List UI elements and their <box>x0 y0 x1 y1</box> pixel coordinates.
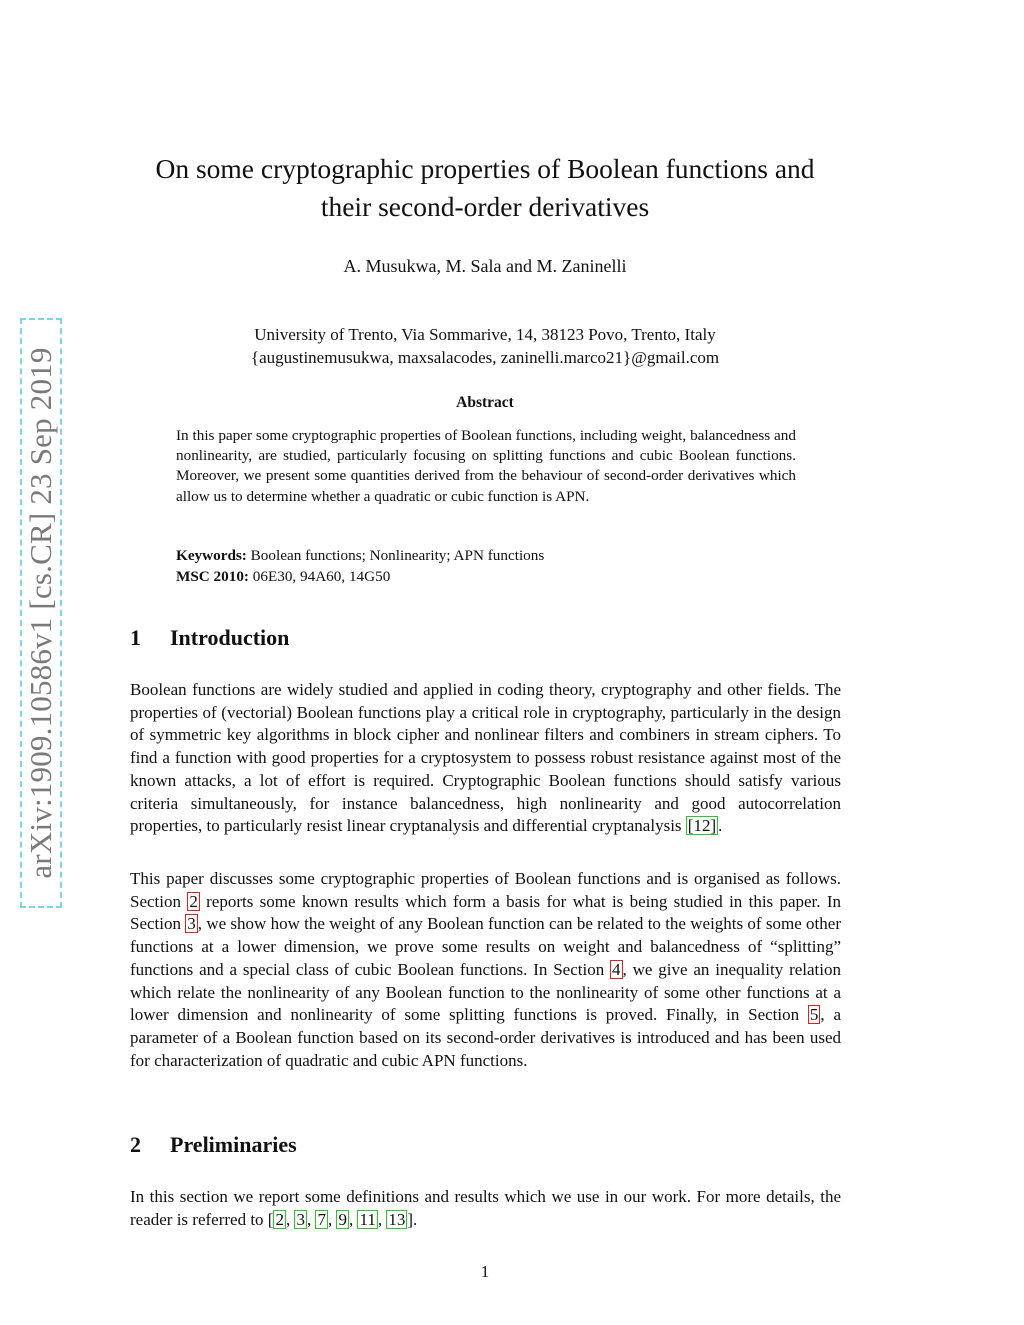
keywords-label: Keywords: <box>176 547 247 564</box>
msc-value: 06E30, 94A60, 14G50 <box>252 567 391 585</box>
section-heading-introduction <box>130 625 289 651</box>
citation-link[interactable]: 13 <box>388 1209 406 1229</box>
section-ref-link[interactable]: 5 <box>809 1005 819 1025</box>
citation-link[interactable]: 2 <box>275 1209 284 1229</box>
intro-paragraph-2 <box>130 868 841 1072</box>
paragraph-text: This paper discusses some cryptographic properties of Boolean functions and is organised as follows. Section <box>130 869 841 911</box>
section-ref-link[interactable]: 3 <box>187 914 196 934</box>
citation-link[interactable]: 11 <box>359 1209 376 1229</box>
paragraph-text: ]. <box>407 1209 418 1229</box>
affiliation-block <box>110 323 860 369</box>
title-line-2: their second-order derivatives <box>320 191 650 222</box>
preliminaries-paragraph-1: In this section we report some definitions and results which we use in our work. For more details, the reader is referred to [ 2 , 3 , 7 , 9 , 11 , 13 ]. <box>130 1187 841 1229</box>
affiliation: University of Trento, Via Sommarive, 14, 38123 Povo, Trento, Italy <box>254 325 716 344</box>
citation-link[interactable]: 3 <box>296 1209 305 1229</box>
emails: {augustinemusukwa, maxsalacodes, zaninelli.marco21}@gmail.com <box>250 348 720 367</box>
paragraph-text: Boolean functions are widely studied and applied in coding theory, cryptography and other fields. The properties of (vectorial) Boolean functions play a critical role in cryptography, particularly in the design of symmetric key algorithms in block cipher and nonlinear filters and combiners in stream ciphers. To find a function with good properties for a cryptosystem to possess robust resistance against most of the known attacks, a lot of effort is required. Cryptographic Boolean functions should satisfy various criteria simultaneously, for instance balancedness, high nonlinearity and good autocorrelation properties, to particularly resist linear cryptanalysis and differential cryptanalysis <box>130 680 841 836</box>
section-ref-link[interactable]: 2 <box>189 891 198 911</box>
section-title: Preliminaries <box>170 1132 297 1157</box>
arxiv-identifier-stamp[interactable] <box>20 318 62 908</box>
keywords-value: Boolean functions; Nonlinearity; APN functions <box>250 547 545 564</box>
section-title: Introduction <box>170 625 290 650</box>
keywords-block <box>176 546 796 587</box>
paragraph-text: , we give an inequality relation which relate the nonlinearity of any Boolean function to the nonlinearity of some other functions at a lower dimension and nonlinearity of some splitting functions is proved. Finally, in Section <box>130 959 841 1025</box>
section-number: 1 <box>130 625 141 650</box>
abstract-heading: Abstract <box>456 394 514 411</box>
msc-label: MSC 2010: <box>176 567 249 585</box>
paragraph-text: . <box>718 816 723 836</box>
paragraph-text: , a parameter of a Boolean function based on its second-order derivatives is introduced and has been used for characterization of quadratic and cubic APN functions. <box>130 1005 841 1070</box>
paragraph-text: , we show how the weight of any Boolean function can be related to the weights of some other functions at a lower dimension, we prove some results on weight and balancedness of “splitting” functions and a special class of cubic Boolean functions. In Section <box>130 914 841 979</box>
paper-title <box>110 150 860 226</box>
title-line-1: On some cryptographic properties of Boolean functions and <box>155 153 815 184</box>
citation-link[interactable]: 9 <box>338 1209 347 1229</box>
authors: A. Musukwa, M. Sala and M. Zaninelli <box>343 256 627 276</box>
paragraph-text: reports some known results which form a basis for what is being studied in this paper. In Section <box>130 891 842 934</box>
page-number: 1 <box>480 1262 490 1281</box>
section-number: 2 <box>130 1132 141 1157</box>
msc-line <box>176 567 796 588</box>
keywords-line <box>176 546 796 567</box>
paragraph-text: In this section we report some definitions and results which we use in our work. For more details, the reader is referred to [ <box>130 1187 841 1229</box>
citation-link[interactable]: 7 <box>317 1209 326 1229</box>
intro-paragraph-1 <box>130 679 841 838</box>
citation-link[interactable]: [12] <box>687 816 717 836</box>
section-ref-link[interactable]: 4 <box>612 959 621 979</box>
arxiv-identifier-text: arXiv:1909.10586v1 [cs.CR] 23 Sep 2019 <box>23 347 58 879</box>
abstract-text: In this paper some cryptographic properties of Boolean functions, including weight, balancedness and nonlinearity, are studied, particularly focusing on splitting functions and cubic Boolean functions. Moreover, we present some quantities derived from the behaviour of second-order derivatives which allow us to determine whether a quadratic or cubic function is APN. <box>176 427 796 505</box>
section-heading-preliminaries <box>130 1132 297 1158</box>
